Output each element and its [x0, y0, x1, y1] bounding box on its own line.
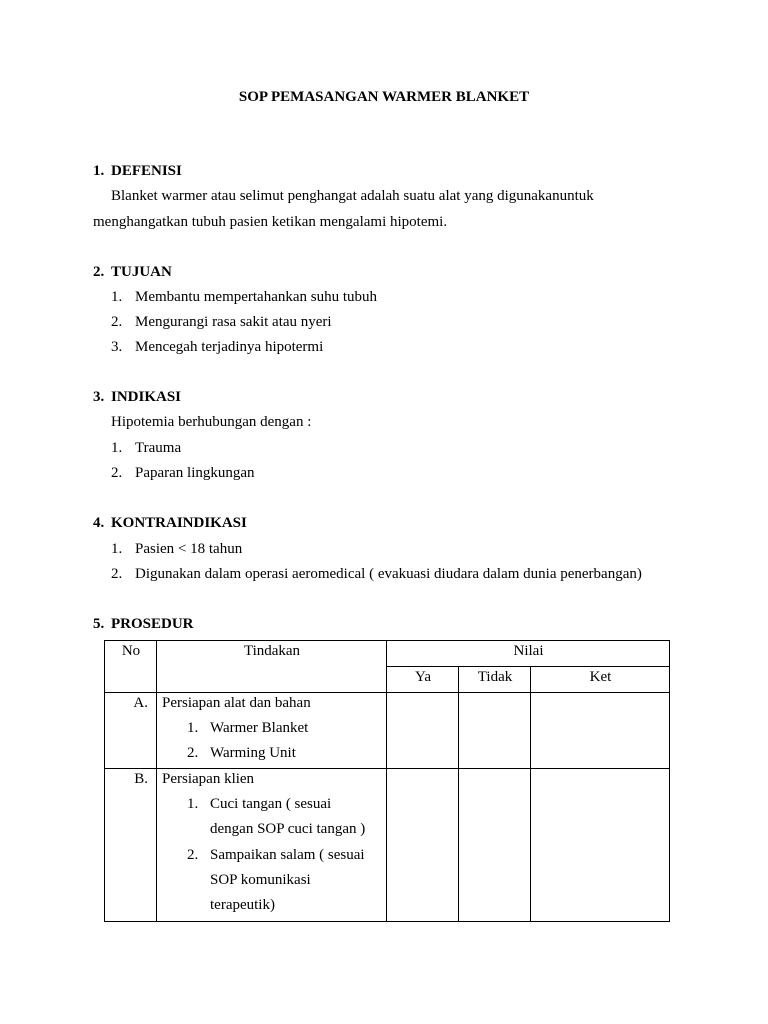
row-b-item-text: dengan SOP cuci tangan )	[210, 821, 366, 837]
row-b-title: Persiapan klien	[162, 771, 255, 787]
row-a-title: Persiapan alat dan bahan	[162, 695, 311, 711]
row-b-tidak-cell[interactable]	[459, 769, 531, 922]
indikasi-intro: Hipotemia berhubungan dengan :	[111, 414, 312, 430]
kontraindikasi-item-number: 2.	[111, 566, 123, 582]
section-indikasi-heading: INDIKASI	[111, 389, 182, 405]
row-b-no: B.	[134, 771, 148, 787]
row-a-tidak-cell[interactable]	[459, 693, 531, 769]
section-indikasi-number: 3.	[93, 389, 105, 405]
tujuan-item-number: 2.	[111, 314, 123, 330]
section-tujuan-number: 2.	[93, 264, 105, 280]
row-b-item-text: Cuci tangan ( sesuai	[210, 796, 332, 812]
row-b-ya-cell[interactable]	[387, 769, 459, 922]
section-prosedur-heading: PROSEDUR	[111, 616, 194, 632]
row-b-item-number: 2.	[187, 847, 199, 863]
tujuan-item-number: 3.	[111, 339, 123, 355]
section-prosedur-number: 5.	[93, 616, 105, 632]
section-tujuan-heading: TUJUAN	[111, 264, 172, 280]
tujuan-item-text: Mengurangi rasa sakit atau nyeri	[135, 314, 332, 330]
kontraindikasi-item-number: 1.	[111, 541, 123, 557]
kontraindikasi-item-text: Digunakan dalam operasi aeromedical ( evakuasi diudara dalam dunia penerbangan)	[135, 566, 642, 582]
header-nilai: Nilai	[513, 643, 544, 659]
row-b-item-text: terapeutik)	[210, 897, 275, 913]
document-title: SOP PEMASANGAN WARMER BLANKET	[238, 89, 530, 105]
header-ya-cell	[387, 667, 459, 693]
row-a-item-number: 1.	[187, 720, 199, 736]
header-no-cell	[105, 641, 157, 693]
indikasi-item-number: 1.	[111, 440, 123, 456]
row-a-no: A.	[133, 695, 148, 711]
header-ket-cell	[531, 667, 670, 693]
row-a-item-number: 2.	[187, 745, 199, 761]
header-ket: Ket	[589, 669, 612, 685]
indikasi-item-text: Trauma	[135, 440, 182, 456]
defenisi-text-line1: Blanket warmer atau selimut penghangat adalah suatu alat yang digunakanuntuk	[111, 188, 594, 204]
row-b-ket-cell[interactable]	[531, 769, 670, 922]
indikasi-item-number: 2.	[111, 465, 123, 481]
indikasi-item-text: Paparan lingkungan	[135, 465, 255, 481]
defenisi-text-line2: menghangatkan tubuh pasien ketikan mengalami hipotemi.	[93, 214, 448, 230]
row-b-tindakan-cell	[157, 769, 387, 922]
row-a-tindakan-cell	[157, 693, 387, 769]
kontraindikasi-item-text: Pasien < 18 tahun	[135, 541, 243, 557]
row-a-ket-cell[interactable]	[531, 693, 670, 769]
row-a-item-text: Warming Unit	[210, 745, 296, 761]
row-b-item-number: 1.	[187, 796, 199, 812]
row-a-item-text: Warmer Blanket	[210, 720, 309, 736]
header-tindakan-cell	[157, 641, 387, 693]
header-ya: Ya	[415, 669, 431, 685]
header-no: No	[121, 643, 141, 659]
row-b-item-text: SOP komunikasi	[210, 872, 311, 888]
section-kontraindikasi-heading: KONTRAINDIKASI	[111, 515, 247, 531]
section-defenisi-number: 1.	[93, 163, 105, 179]
header-tidak: Tidak	[477, 669, 513, 685]
header-tindakan: Tindakan	[243, 643, 301, 659]
section-defenisi-heading: DEFENISI	[111, 163, 182, 179]
tujuan-item-number: 1.	[111, 289, 123, 305]
prosedur-table	[104, 640, 670, 922]
row-b-no-cell	[105, 769, 157, 922]
header-nilai-cell	[387, 641, 670, 667]
tujuan-item-text: Mencegah terjadinya hipotermi	[135, 339, 324, 355]
section-kontraindikasi-number: 4.	[93, 515, 105, 531]
row-a-ya-cell[interactable]	[387, 693, 459, 769]
header-tidak-cell	[459, 667, 531, 693]
row-a-no-cell	[105, 693, 157, 769]
row-b-item-text: Sampaikan salam ( sesuai	[210, 847, 365, 863]
tujuan-item-text: Membantu mempertahankan suhu tubuh	[135, 289, 378, 305]
